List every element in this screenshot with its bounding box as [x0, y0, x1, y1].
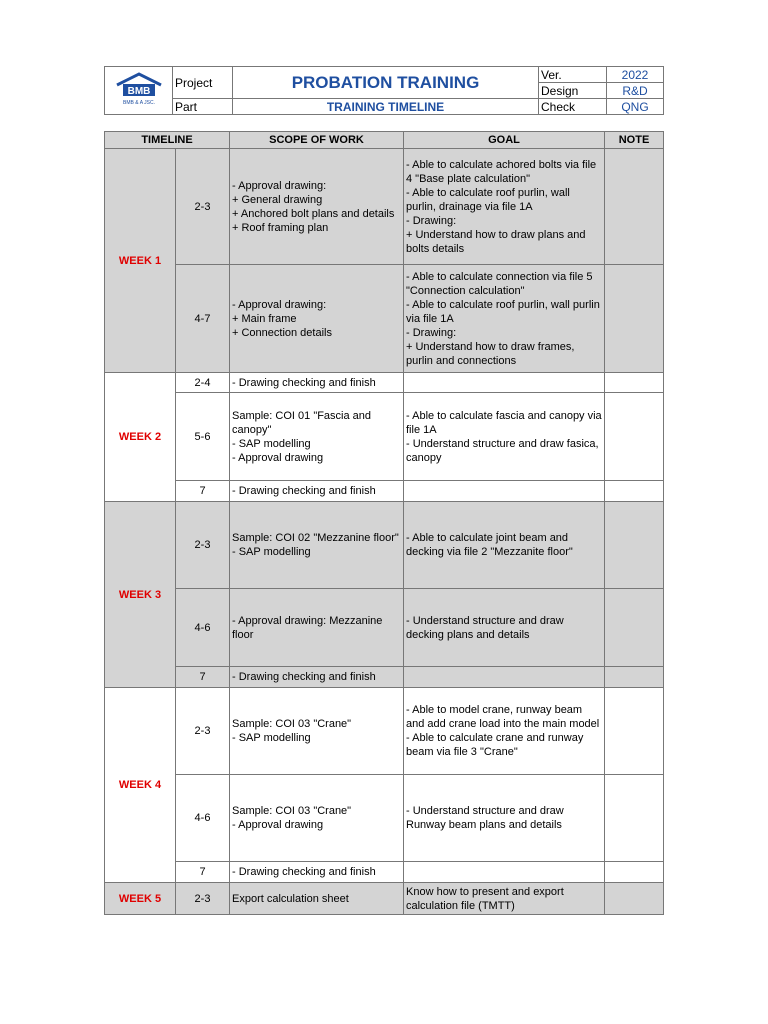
goal-cell: - Understand structure and draw decking plans and details	[404, 589, 605, 667]
day-range: 2-3	[176, 688, 230, 775]
col-header-scope: SCOPE OF WORK	[230, 132, 404, 149]
goal-cell	[404, 667, 605, 688]
check-label: Check	[539, 99, 607, 115]
table-row	[105, 502, 664, 589]
table-row	[105, 883, 664, 915]
goal-cell: - Able to calculate connection via file 5 "Connection calculation" - Able to calculate roof purlin, wall purlin via file 1A - Drawing: + Understand how to draw frames, purlin and connections	[404, 265, 605, 373]
table-row	[105, 481, 664, 502]
goal-cell	[404, 481, 605, 502]
table-row	[105, 862, 664, 883]
col-header-goal: GOAL	[404, 132, 605, 149]
note-cell	[605, 775, 664, 862]
scope-cell: Export calculation sheet	[230, 883, 404, 915]
scope-cell: - Approval drawing: Mezzanine floor	[230, 589, 404, 667]
goal-cell: - Understand structure and draw Runway beam plans and details	[404, 775, 605, 862]
goal-cell: - Able to calculate achored bolts via file 4 "Base plate calculation" - Able to calculate roof purlin, wall purlin, drainage via file 1A - Drawing: + Understand how to draw plans and bolts details	[404, 149, 605, 265]
goal-cell: - Able to model crane, runway beam and add crane load into the main model - Able to calculate crane and runway beam via file 3 "Crane"	[404, 688, 605, 775]
scope-cell: Sample: COI 01 "Fascia and canopy" - SAP modelling - Approval drawing	[230, 393, 404, 481]
design-label: Design	[539, 83, 607, 99]
table-row	[105, 667, 664, 688]
note-cell	[605, 481, 664, 502]
col-header-note: NOTE	[605, 132, 664, 149]
ver-value: 2022	[607, 67, 664, 83]
ver-label: Ver.	[539, 67, 607, 83]
doc-subtitle: TRAINING TIMELINE	[233, 99, 539, 115]
scope-cell: - Approval drawing: + Main frame + Connection details	[230, 265, 404, 373]
note-cell	[605, 265, 664, 373]
note-cell	[605, 883, 664, 915]
header-block	[104, 66, 664, 115]
day-range: 4-7	[176, 265, 230, 373]
scope-cell: Sample: COI 03 "Crane" - Approval drawing	[230, 775, 404, 862]
table-row	[105, 393, 664, 481]
day-range: 4-6	[176, 775, 230, 862]
design-value: R&D	[607, 83, 664, 99]
note-cell	[605, 589, 664, 667]
day-range: 2-3	[176, 149, 230, 265]
doc-title: PROBATION TRAINING	[233, 67, 539, 99]
timeline-table	[104, 131, 664, 915]
day-range: 2-3	[176, 502, 230, 589]
goal-cell	[404, 373, 605, 393]
note-cell	[605, 688, 664, 775]
note-cell	[605, 393, 664, 481]
note-cell	[605, 149, 664, 265]
day-range: 7	[176, 667, 230, 688]
week-label: WEEK 1	[105, 149, 176, 373]
note-cell	[605, 502, 664, 589]
note-cell	[605, 373, 664, 393]
table-row	[105, 373, 664, 393]
scope-cell: - Drawing checking and finish	[230, 373, 404, 393]
day-range: 7	[176, 481, 230, 502]
scope-cell: - Approval drawing: + General drawing + Anchored bolt plans and details + Roof framing plan	[230, 149, 404, 265]
day-range: 2-4	[176, 373, 230, 393]
check-value: QNG	[607, 99, 664, 115]
table-row	[105, 775, 664, 862]
svg-text:BMB & A JSC.: BMB & A JSC.	[122, 99, 155, 106]
project-label: Project	[173, 67, 233, 99]
scope-cell: - Drawing checking and finish	[230, 481, 404, 502]
note-cell	[605, 667, 664, 688]
scope-cell: - Drawing checking and finish	[230, 862, 404, 883]
table-row	[105, 149, 664, 265]
table-row	[105, 688, 664, 775]
col-header-timeline: TIMELINE	[105, 132, 230, 149]
company-logo	[105, 67, 173, 115]
week-label: WEEK 5	[105, 883, 176, 915]
scope-cell: Sample: COI 02 "Mezzanine floor" - SAP modelling	[230, 502, 404, 589]
day-range: 5-6	[176, 393, 230, 481]
table-row	[105, 265, 664, 373]
svg-text:BMB: BMB	[127, 85, 150, 97]
goal-cell: - Able to calculate fascia and canopy via file 1A - Understand structure and draw fasica, canopy	[404, 393, 605, 481]
week-label: WEEK 3	[105, 502, 176, 688]
day-range: 7	[176, 862, 230, 883]
note-cell	[605, 862, 664, 883]
week-label: WEEK 4	[105, 688, 176, 883]
scope-cell: - Drawing checking and finish	[230, 667, 404, 688]
goal-cell	[404, 862, 605, 883]
table-row	[105, 589, 664, 667]
goal-cell: - Able to calculate joint beam and decking via file 2 "Mezzanite floor"	[404, 502, 605, 589]
day-range: 2-3	[176, 883, 230, 915]
bmb-logo-icon	[113, 71, 165, 107]
goal-cell: Know how to present and export calculation file (TMTT)	[404, 883, 605, 915]
week-label: WEEK 2	[105, 373, 176, 502]
part-label: Part	[173, 99, 233, 115]
day-range: 4-6	[176, 589, 230, 667]
scope-cell: Sample: COI 03 "Crane" - SAP modelling	[230, 688, 404, 775]
